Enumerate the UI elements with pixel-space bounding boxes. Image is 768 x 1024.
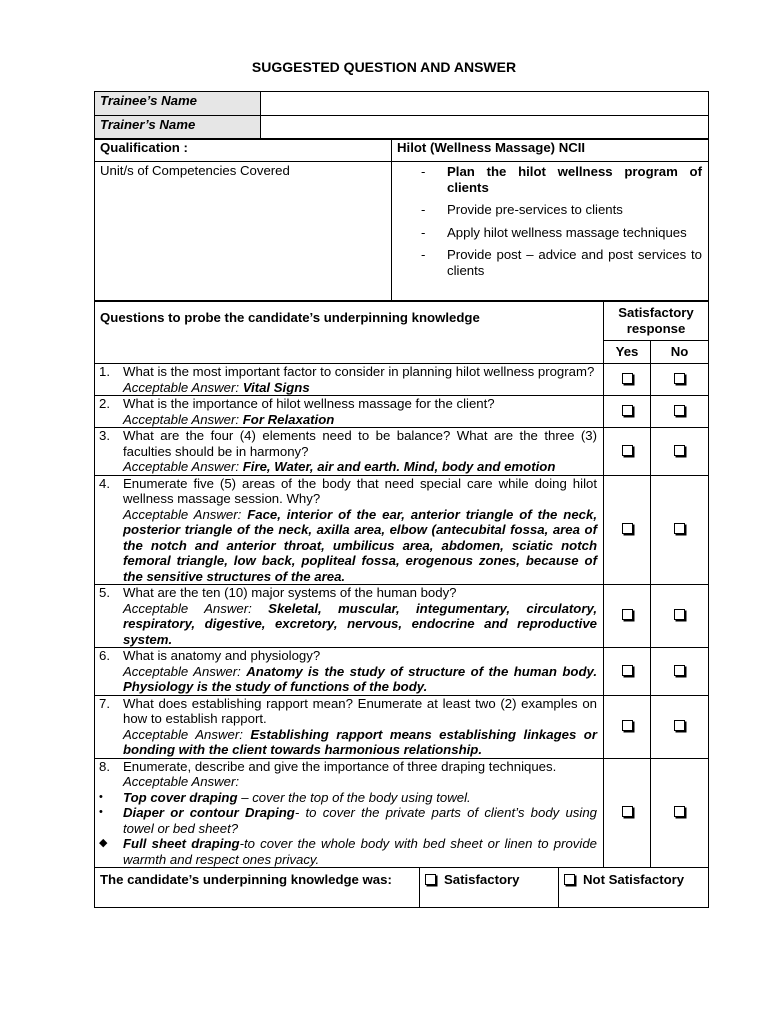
no-checkbox[interactable]	[674, 445, 685, 456]
no-checkbox[interactable]	[674, 405, 685, 416]
trainee-name-label: Trainee’s Name	[95, 92, 261, 116]
list-item: ◆ Full sheet draping-to cover the whole body with bed sheet or linen to provide warmth and respect ones privacy.	[99, 836, 597, 867]
list-item: - Plan the hilot wellness program of clients	[421, 164, 702, 195]
list-item: • Diaper or contour Draping- to cover the private parts of client’s body using towel or bed sheet?	[99, 805, 598, 836]
list-item: • Top cover draping – cover the top of the body using towel.	[99, 789, 471, 805]
no-checkbox[interactable]	[674, 720, 685, 731]
satisfactory-option[interactable]: Satisfactory	[425, 872, 553, 888]
result-table	[94, 867, 709, 908]
table-row: 7. What does establishing rapport mean? Enumerate at least two (2) examples on how to establish rapport. Acceptable Answer: Establishing rapport means establishing linkages or bonding with the client towards harmonious relationship.	[95, 695, 709, 758]
table-row: 3. What are the four (4) elements need to be balance? What are the three (3) faculties should be in harmony? Acceptable Answer: Fire, Water, air and earth. Mind, body and emotion	[95, 428, 709, 476]
not-satisfactory-option[interactable]: Not Satisfactory	[564, 872, 703, 888]
no-checkbox[interactable]	[674, 665, 685, 676]
no-checkbox[interactable]	[674, 806, 685, 817]
list-item: - Apply hilot wellness massage techniques	[421, 224, 687, 240]
yes-checkbox[interactable]	[622, 665, 633, 676]
yes-checkbox[interactable]	[622, 445, 633, 456]
list-item: - Provide pre-services to clients	[421, 202, 623, 217]
yes-checkbox[interactable]	[622, 806, 633, 817]
no-header: No	[651, 341, 709, 364]
qualification-label: Qualification :	[95, 139, 392, 162]
questions-table	[94, 300, 709, 868]
units-list	[397, 164, 702, 278]
yes-checkbox[interactable]	[622, 720, 633, 731]
list-item: - Provide post – advice and post services to clients	[421, 247, 702, 278]
trainer-name-field[interactable]	[261, 116, 709, 140]
table-row: 1. What is the most important factor to consider in planning hilot wellness program? Acceptable Answer: Vital Signs	[95, 364, 709, 396]
yes-checkbox[interactable]	[622, 405, 633, 416]
units-label: Unit/s of Competencies Covered	[95, 162, 392, 302]
table-row: 2. What is the importance of hilot wellness massage for the client? Acceptable Answer: For Relaxation	[95, 396, 709, 428]
knowledge-was-label: The candidate’s underpinning knowledge was:	[95, 868, 420, 908]
qualification-value: Hilot (Wellness Massage) NCII	[392, 139, 709, 162]
no-checkbox[interactable]	[674, 523, 685, 534]
table-row: 6. What is anatomy and physiology? Acceptable Answer: Anatomy is the study of structure of the human body. Physiology is the study of functions of the body.	[95, 648, 709, 696]
yes-checkbox[interactable]	[622, 523, 633, 534]
no-checkbox[interactable]	[674, 373, 685, 384]
not-satisfactory-checkbox[interactable]	[564, 874, 575, 885]
page-title: SUGGESTED QUESTION AND ANSWER	[251, 59, 517, 75]
satisfactory-header: Satisfactory response	[604, 301, 709, 341]
yes-checkbox[interactable]	[622, 609, 633, 620]
satisfactory-checkbox[interactable]	[425, 874, 436, 885]
table-row: 4. Enumerate five (5) areas of the body that need special care while doing hilot wellness massage session. Why? Acceptable Answer: Face, interior of the ear, anterior triangle of the neck, posterior triangle of the neck, axilla area, elbow (antecubital fossa, area of the notch and anterior throat, umbilicus area, abdomen, sciatic notch femoral triangle, low back, popliteal fossa, erogenous zones, because of the sensitive structures of the area.	[95, 475, 709, 585]
yes-checkbox[interactable]	[622, 373, 633, 384]
trainer-name-label: Trainer’s Name	[95, 116, 261, 140]
table-row: 5. What are the ten (10) major systems of the human body? Acceptable Answer: Skeletal, muscular, integumentary, circulatory, respiratory, digestive, excretory, nervous, endocrine and reproductive system.	[95, 585, 709, 648]
trainee-name-field[interactable]	[261, 92, 709, 116]
no-checkbox[interactable]	[674, 609, 685, 620]
yes-header: Yes	[604, 341, 651, 364]
probe-header: Questions to probe the candidate’s underpinning knowledge	[95, 301, 604, 364]
qualification-table	[94, 138, 709, 302]
table-row: 8. Enumerate, describe and give the importance of three draping techniques. Acceptable Answer: • Top cover draping – cover the top of the body using towel. • Diaper or contour Draping- to cover the private parts of client’s body using towel or bed sheet? ◆ Full sheet draping-to cover the whole body with bed sheet or linen to provide warmth and respect ones privacy.	[95, 758, 709, 868]
name-table	[94, 91, 709, 140]
